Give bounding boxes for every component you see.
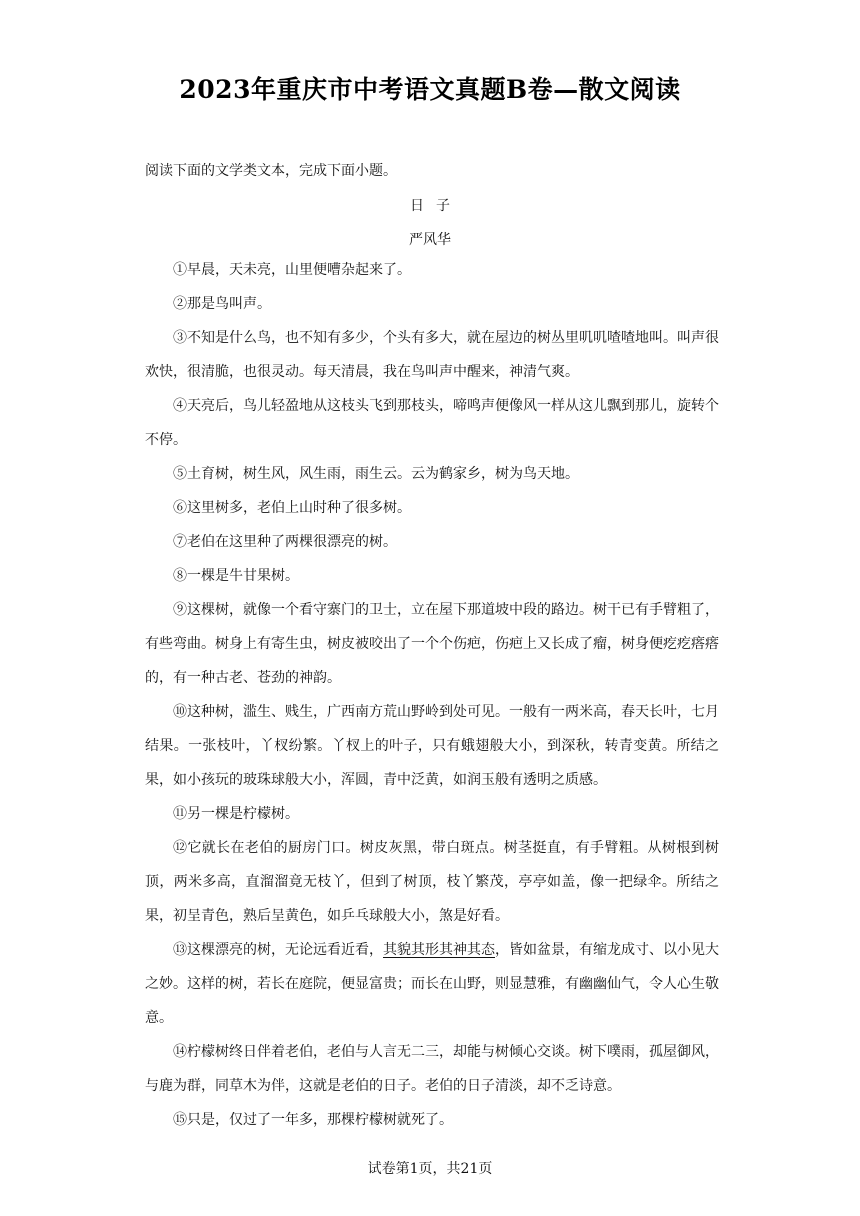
paragraph: ⑦老伯在这里种了两棵很漂亮的树。 bbox=[173, 534, 397, 550]
author-name: 严风华 bbox=[409, 232, 451, 248]
paragraph: ⑥这里树多，老伯上山时种了很多树。 bbox=[173, 500, 411, 516]
paragraph: ⑤土育树，树生风，风生雨，雨生云。云为鹤家乡，树为鸟天地。 bbox=[173, 466, 579, 482]
paragraph: ④天亮后，鸟儿轻盈地从这枝头飞到那枝头，啼鸣声便像风一样从这儿飘到那儿，旋转个不停。 bbox=[145, 398, 719, 448]
story-title: 日子 bbox=[410, 198, 462, 214]
instruction-text: 阅读下面的文学类文本，完成下面小题。 bbox=[145, 163, 397, 179]
paragraph: ⑭柠檬树终日伴着老伯，老伯与人言无二三，却能与树倾心交谈。树下噗雨，孤屋御风，与鹿为群，同草木为伴，这就是老伯的日子。老伯的日子清淡，却不乏诗意。 bbox=[145, 1044, 719, 1094]
paragraph: ⑩这种树，滥生、贱生，广西南方荒山野岭到处可见。一般有一两米高，春天长叶，七月结果。一张枝叶，丫杈纷繁。丫杈上的叶子，只有蛾翅般大小，到深秋，转青变黄。所结之果，如小孩玩的玻珠球般大小，浑圆，青中泛黄，如润玉般有透明之质感。 bbox=[145, 704, 719, 788]
article-body bbox=[145, 253, 719, 1137]
paragraph: ⑨这棵树，就像一个看守寨门的卫士，立在屋下那道坡中段的路边。树干已有手臂粗了，有些弯曲。树身上有寄生虫，树皮被咬出了一个个伤疤，伤疤上又长成了瘤，树身便疙疙瘩瘩的，有一种古老、苍劲的神韵。 bbox=[145, 602, 719, 686]
paragraph: ⑫它就长在老伯的厨房门口。树皮灰黑，带白斑点。树茎挺直，有手臂粗。从树根到树顶，两米多高，直溜溜竟无枝丫，但到了树顶，枝丫繁茂，亭亭如盖，像一把绿伞。所结之果，初呈青色，熟后呈黄色，如乒乓球般大小，煞是好看。 bbox=[145, 840, 719, 924]
paragraph: ⑮只是，仅过了一年多，那棵柠檬树就死了。 bbox=[173, 1112, 453, 1128]
paragraph: ⑪另一棵是柠檬树。 bbox=[173, 806, 299, 822]
underlined-phrase: 其貌其形其神其态 bbox=[383, 942, 495, 958]
paragraph-13-end: ，皆如盆景，有缩龙成寸、以小见大之妙。这样的树，若长在庭院，便显富贵；而长在山野，则显慧雅，有幽幽仙气，令人心生敬意。 bbox=[145, 942, 719, 1026]
paragraph-13 bbox=[145, 933, 719, 1035]
page-footer: 试卷第1页，共21页 bbox=[367, 1161, 493, 1177]
paragraph: ⑧一棵是牛甘果树。 bbox=[173, 568, 299, 584]
paragraph: ①早晨，天未亮，山里便嘈杂起来了。 bbox=[173, 262, 411, 278]
paragraph: ③不知是什么鸟，也不知有多少，个头有多大，就在屋边的树丛里叽叽喳喳地叫。叫声很欢快，很清脆，也很灵动。每天清晨，我在鸟叫声中醒来，神清气爽。 bbox=[145, 330, 719, 380]
paragraph: ②那是鸟叫声。 bbox=[173, 296, 271, 312]
paragraph-13-start: ⑬这棵漂亮的树，无论远看近看， bbox=[173, 942, 383, 958]
document-title: 2023年重庆市中考语文真题B卷—散文阅读 bbox=[179, 75, 681, 104]
